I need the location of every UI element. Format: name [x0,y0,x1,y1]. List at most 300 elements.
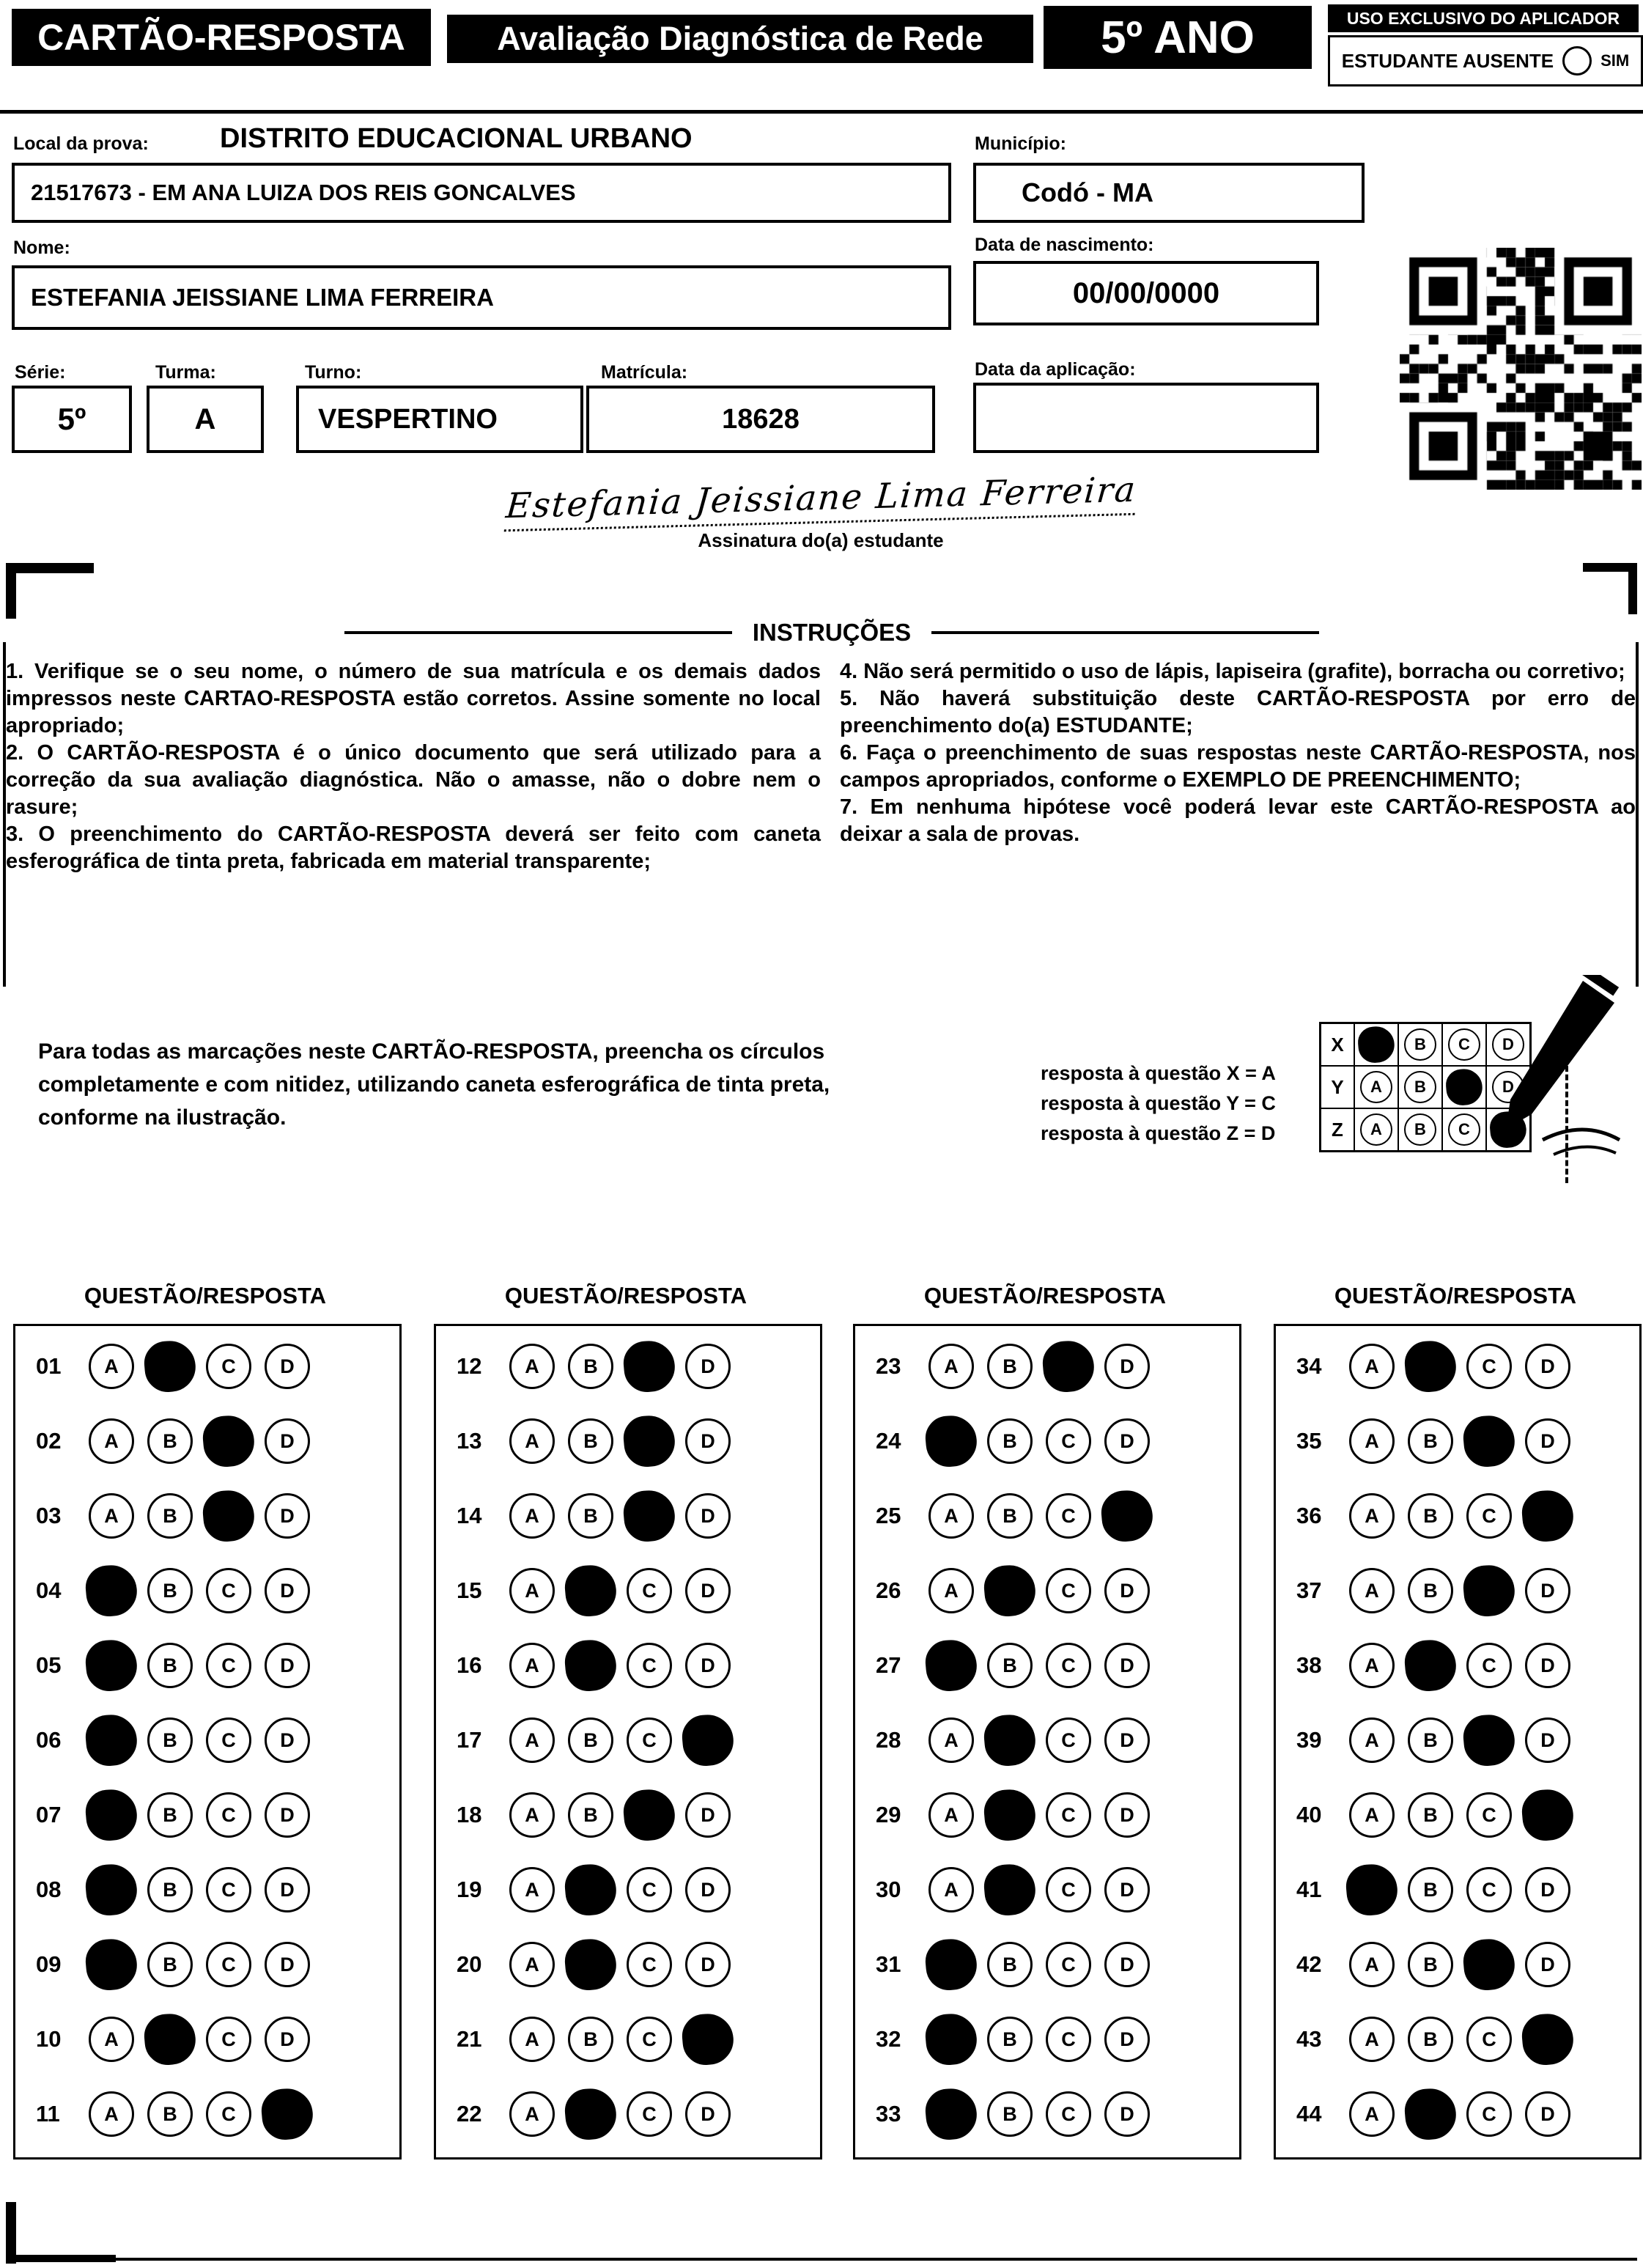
bubble-d[interactable] [259,2086,314,2141]
example-row-label: Z [1332,1118,1343,1141]
bubble-b[interactable]: B [1404,1113,1436,1146]
serie-value: 5º [57,402,86,436]
bubble-b[interactable]: B [147,1568,193,1613]
bubble-c[interactable]: C [206,1717,251,1763]
bubble-b[interactable]: B [987,1418,1033,1464]
bubble-d[interactable]: D [1525,1344,1570,1389]
question-number: 25 [876,1503,901,1528]
example-cell [1354,1024,1398,1065]
bubble-c[interactable]: C [1466,1344,1512,1389]
bubble-d[interactable] [1520,1488,1575,1543]
bubble-c[interactable]: C [206,1792,251,1838]
bubble-c[interactable] [201,1488,256,1543]
bubble-b[interactable] [563,2086,618,2141]
bubble-d[interactable] [1099,1488,1154,1543]
answer-row [855,1703,1239,1778]
bubble-a[interactable] [923,1638,978,1693]
bubble-b[interactable] [142,1339,197,1393]
bubble-c[interactable]: C [1466,1493,1512,1539]
nascimento-value: 00/00/0000 [1072,276,1220,309]
bubble-b[interactable]: B [987,2091,1033,2137]
bubble-d[interactable]: D [265,1643,310,1688]
bubble-c[interactable]: C [1046,1643,1091,1688]
bubble-b[interactable]: B [147,1493,193,1539]
bubble-a[interactable]: A [509,1568,555,1613]
bubble-b[interactable] [1403,1638,1458,1693]
bubble-a[interactable]: A [1349,1418,1395,1464]
bubble-a[interactable]: A [509,1493,555,1539]
example-cell [1354,1067,1398,1108]
answer-row [436,1778,820,1852]
instruction-item-7: 7. Em nenhuma hipótese você poderá levar este CARTÃO-RESPOSTA ao deixar a sala de provas. [840,795,1636,846]
question-number: 32 [876,2026,901,2052]
bubble-b[interactable]: B [1404,1071,1436,1103]
bubble-a[interactable]: A [509,1792,555,1838]
nome-value: ESTEFANIA JEISSIANE LIMA FERREIRA [31,284,494,311]
bubble-d[interactable]: D [1525,2091,1570,2137]
answer-row [1276,2077,1639,2151]
bubble-a[interactable]: A [1349,1717,1395,1763]
example-line-x: resposta à questão X = A [1041,1062,1276,1084]
bubble-d[interactable]: D [1492,1028,1524,1061]
bubble-b[interactable]: B [147,1717,193,1763]
bubble-b[interactable]: B [147,2091,193,2137]
bubble-b[interactable] [982,1787,1037,1842]
answer-row [436,1927,820,2002]
bubble-a[interactable]: A [89,2017,134,2062]
bubble-a[interactable]: A [928,1493,974,1539]
bubble-c[interactable] [621,1413,676,1468]
bubble-b[interactable]: B [147,1942,193,1987]
question-number: 21 [457,2026,482,2052]
bubble-a[interactable] [1344,1862,1399,1917]
question-number: 31 [876,1951,901,1977]
bubble-c[interactable]: C [627,1717,672,1763]
bubble-a[interactable]: A [509,1867,555,1912]
bubble-a[interactable]: A [1349,1568,1395,1613]
column-header-2: QUESTÃO/RESPOSTA [504,1283,747,1308]
bubble-d[interactable]: D [685,1643,731,1688]
local-label: Local da prova: [13,133,149,154]
bubble-c[interactable] [1461,1937,1516,1992]
example-caption-lines [1041,1058,1276,1149]
question-number: 03 [36,1503,62,1528]
bubble-b[interactable]: B [147,1867,193,1912]
bubble-a[interactable]: A [1349,1643,1395,1688]
example-row-label: X [1331,1033,1344,1056]
instruction-item-2: 2. O CARTÃO-RESPOSTA é o único documento que será utilizado para a correção da sua avaliação diagnóstica. Não o amasse, não o dobre nem o rasure; [6,741,821,819]
bubble-d[interactable]: D [1104,1717,1150,1763]
serie-field [12,386,132,453]
bubble-c[interactable]: C [206,2017,251,2062]
question-number: 15 [457,1577,482,1603]
answer-row [855,1553,1239,1628]
bubble-d[interactable]: D [685,1867,731,1912]
bubble-d[interactable]: D [265,1942,310,1987]
example-cell [1354,1109,1398,1150]
absent-field [1328,35,1643,86]
bubble-b[interactable]: B [987,1344,1033,1389]
answer-column-box [434,1324,822,2160]
bubble-a[interactable]: A [928,1792,974,1838]
bubble-b[interactable] [982,1862,1037,1917]
bubble-a[interactable] [84,1638,139,1693]
bubble-c[interactable]: C [627,1867,672,1912]
bubble-c[interactable] [1461,1563,1516,1618]
bubble-b[interactable]: B [987,1643,1033,1688]
bubble-d[interactable]: D [1104,1568,1150,1613]
bubble-d[interactable]: D [265,1418,310,1464]
serie-label: Série: [15,362,66,383]
bubble-c[interactable]: C [1046,1942,1091,1987]
bubble-b[interactable]: B [1408,1942,1453,1987]
bubble-a[interactable]: A [89,1344,134,1389]
bubble-d[interactable]: D [685,1792,731,1838]
bubble-a[interactable]: A [1349,1792,1395,1838]
question-number: 42 [1296,1951,1322,1977]
bubble-c[interactable]: C [1466,1643,1512,1688]
bubble-b[interactable]: B [1408,1493,1453,1539]
answer-row [1276,1553,1639,1628]
answer-row [15,1927,399,2002]
bubble-a[interactable] [84,1712,139,1767]
bubble-a[interactable]: A [1360,1113,1392,1146]
instruction-item-6: 6. Faça o preenchimento de suas respostas neste CARTÃO-RESPOSTA, nos campos apropriados, conforme o EXEMPLO DE PREENCHIMENTO; [840,741,1636,792]
question-number: 35 [1296,1428,1322,1454]
bubble-a[interactable] [923,2086,978,2141]
bubble-b[interactable]: B [987,2017,1033,2062]
pen-illustration [1462,975,1643,1158]
answer-row [855,1479,1239,1553]
bubble-c[interactable]: C [206,1344,251,1389]
bubble-d[interactable] [680,1712,735,1767]
bubble-c[interactable] [1461,1712,1516,1767]
instruction-item-3: 3. O preenchimento do CARTÃO-RESPOSTA deverá ser feito com caneta esferográfica de tinta preta, fabricada em material transparente; [6,822,821,873]
question-number: 29 [876,1802,901,1827]
bubble-b[interactable] [982,1712,1037,1767]
bubble-d[interactable]: D [265,2017,310,2062]
answer-row [1276,1404,1639,1479]
answer-row [855,1927,1239,2002]
bubble-c[interactable]: C [206,1643,251,1688]
bubble-c[interactable]: C [1046,1867,1091,1912]
nascimento-field [973,261,1319,325]
bubble-d[interactable]: D [1525,1942,1570,1987]
bubble-b[interactable]: B [987,1493,1033,1539]
bubble-d[interactable]: D [1525,1643,1570,1688]
answer-row [855,1329,1239,1404]
answer-row [15,2077,399,2151]
bubble-a[interactable]: A [509,1643,555,1688]
bubble-b[interactable]: B [1404,1028,1436,1061]
bubble-c[interactable]: C [1046,1418,1091,1464]
bubble-c[interactable]: C [1046,2091,1091,2137]
bubble-a[interactable] [923,1937,978,1992]
dashed-edge-mark [1565,1015,1568,1183]
bubble-a[interactable]: A [509,2017,555,2062]
bubble-a[interactable] [84,1937,139,1992]
answer-row [436,1852,820,1927]
answer-row [15,1553,399,1628]
example-line-y: resposta à questão Y = C [1041,1092,1276,1114]
bubble-d[interactable]: D [1104,1867,1150,1912]
bubble-c[interactable]: C [1466,2017,1512,2062]
bubble-a[interactable]: A [1349,2091,1395,2137]
bubble-d[interactable]: D [265,1344,310,1389]
registration-mark [6,563,94,573]
question-number: 33 [876,2101,901,2127]
bubble-d[interactable]: D [1525,1568,1570,1613]
question-number: 01 [36,1353,62,1379]
question-number: 37 [1296,1577,1322,1603]
bubble-a[interactable]: A [509,1717,555,1763]
bubble-b[interactable] [142,2011,197,2066]
exam-title: Avaliação Diagnóstica de Rede [447,15,1033,63]
bubble-b[interactable]: B [987,1942,1033,1987]
bubble-d[interactable]: D [685,1493,731,1539]
registration-mark [1628,563,1637,614]
answer-row [436,2077,820,2151]
bubble-c[interactable]: C [1046,2017,1091,2062]
bubble-d[interactable]: D [265,1717,310,1763]
absent-label: ESTUDANTE AUSENTE [1341,49,1554,72]
answer-row [855,1628,1239,1703]
question-number: 17 [457,1727,482,1753]
bubble-c[interactable]: C [627,1568,672,1613]
bubble-b[interactable]: B [568,1493,613,1539]
bubble-d[interactable]: D [1104,1344,1150,1389]
nome-label: Nome: [13,238,70,258]
bubble-c[interactable] [1041,1339,1096,1393]
answer-row [436,1703,820,1778]
bubble-d[interactable]: D [265,1792,310,1838]
answer-row [855,1404,1239,1479]
bubble-b[interactable]: B [568,2017,613,2062]
bubble-d[interactable]: D [265,1568,310,1613]
bubble-b[interactable] [982,1563,1037,1618]
bubble-b[interactable]: B [1408,2017,1453,2062]
bubble-c[interactable]: C [1466,2091,1512,2137]
bottom-border-line [6,2258,1637,2261]
bubble-a[interactable]: A [928,1344,974,1389]
bubble-c[interactable]: C [1046,1493,1091,1539]
bubble-d[interactable]: D [265,1867,310,1912]
answer-column-box [13,1324,402,2160]
bubble-d[interactable] [1520,2011,1575,2066]
bubble-b[interactable] [1403,1339,1458,1393]
bubble-d[interactable]: D [1104,1643,1150,1688]
bubble-b[interactable]: B [147,1792,193,1838]
heading-rule-right [931,631,1319,634]
aplicador-strip: USO EXCLUSIVO DO APLICADOR [1328,4,1639,32]
bubble-b[interactable] [563,1638,618,1693]
bubble-b[interactable] [563,1862,618,1917]
bubble-d[interactable]: D [1104,1792,1150,1838]
bubble-c[interactable]: C [1466,1867,1512,1912]
bubble-d[interactable] [680,2011,735,2066]
bubble-d[interactable]: D [1104,1418,1150,1464]
bubble-c[interactable]: C [1046,1717,1091,1763]
question-number: 14 [457,1503,482,1528]
bubble-c[interactable] [201,1413,256,1468]
bubble-b[interactable]: B [147,1643,193,1688]
bubble-b[interactable]: B [147,1418,193,1464]
bubble-a[interactable]: A [509,1942,555,1987]
absent-circle[interactable] [1562,46,1592,76]
question-number: 40 [1296,1802,1322,1827]
question-number: 05 [36,1652,62,1678]
bubble-b[interactable]: B [568,1717,613,1763]
bubble-c[interactable]: C [627,2017,672,2062]
bubble-c[interactable]: C [1448,1113,1480,1146]
bubble-a[interactable]: A [89,1493,134,1539]
bubble-a[interactable] [923,2011,978,2066]
card-title: CARTÃO-RESPOSTA [12,9,431,66]
bubble-a[interactable]: A [928,1568,974,1613]
bubble-d[interactable]: D [1525,1867,1570,1912]
question-number: 19 [457,1877,482,1902]
bubble-c[interactable]: C [206,2091,251,2137]
bubble-c[interactable]: C [627,2091,672,2137]
bubble-d[interactable] [1520,1787,1575,1842]
question-number: 20 [457,1951,482,1977]
answer-row [1276,2002,1639,2077]
bubble-d[interactable]: D [265,1493,310,1539]
bubble-a[interactable]: A [89,2091,134,2137]
bubble-d[interactable]: D [1104,2091,1150,2137]
aplicacao-field [973,383,1319,453]
answer-column-box [853,1324,1241,2160]
answer-row [1276,1628,1639,1703]
nome-field [12,265,951,330]
bubble-c[interactable]: C [1046,1792,1091,1838]
bubble-a[interactable] [923,1413,978,1468]
bubble-a[interactable]: A [1360,1071,1392,1103]
question-number: 13 [457,1428,482,1454]
bubble-b[interactable]: B [568,1418,613,1464]
bubble-c[interactable] [621,1488,676,1543]
bubble-c[interactable]: C [627,1643,672,1688]
question-number: 06 [36,1727,62,1753]
bubble-d[interactable]: D [1104,1942,1150,1987]
bubble-a[interactable]: A [89,1418,134,1464]
example-cell [1398,1024,1441,1065]
answer-row [1276,1329,1639,1404]
bubble-b[interactable]: B [1408,1867,1453,1912]
bubble-d[interactable]: D [1492,1071,1524,1103]
bubble-c[interactable]: C [206,1942,251,1987]
bubble-d[interactable]: D [685,1344,731,1389]
answer-row [1276,1927,1639,2002]
bubble-b[interactable]: B [568,1792,613,1838]
bubble-c[interactable]: C [1466,1792,1512,1838]
bubble-b[interactable] [563,1563,618,1618]
bubble-d[interactable]: D [685,1568,731,1613]
absent-option-label: SIM [1600,51,1630,70]
bubble-a[interactable]: A [1349,2017,1395,2062]
municipio-label: Município: [975,133,1066,154]
bubble-a[interactable]: A [1349,1344,1395,1389]
bubble-c[interactable] [1461,1413,1516,1468]
bubble-a[interactable]: A [509,1418,555,1464]
bubble-a[interactable]: A [1349,1493,1395,1539]
question-number: 39 [1296,1727,1322,1753]
bubble-d[interactable]: D [685,1942,731,1987]
bubble-c[interactable]: C [206,1568,251,1613]
answer-row [855,2077,1239,2151]
bubble-b[interactable]: B [1408,1418,1453,1464]
answer-row [436,2002,820,2077]
question-number: 12 [457,1353,482,1379]
bubble-b[interactable] [1403,2086,1458,2141]
bubble-c[interactable]: C [1046,1568,1091,1613]
bubble-b[interactable]: B [1408,1568,1453,1613]
bubble-a[interactable] [84,1787,139,1842]
bubble-a[interactable]: A [1349,1942,1395,1987]
school-field [12,163,951,223]
question-number: 34 [1296,1353,1322,1379]
bubble-c[interactable] [621,1339,676,1393]
bubble-d[interactable]: D [1525,1418,1570,1464]
bubble-b[interactable]: B [1408,1717,1453,1763]
bubble-a[interactable]: A [509,2091,555,2137]
question-number: 24 [876,1428,901,1454]
bubble-c[interactable]: C [1448,1028,1480,1061]
bubble-c[interactable]: C [627,1942,672,1987]
municipio-value: Codó - MA [1022,177,1153,207]
turno-field [296,386,583,453]
answer-row [1276,1479,1639,1553]
bubble-d[interactable]: D [685,1418,731,1464]
school-value: 21517673 - EM ANA LUIZA DOS REIS GONCALVES [31,180,576,205]
bubble-c[interactable]: C [206,1867,251,1912]
answer-row [436,1553,820,1628]
bubble-b[interactable]: B [1408,1792,1453,1838]
answer-row [15,1703,399,1778]
bubble-a[interactable] [84,1563,139,1618]
question-number: 09 [36,1951,62,1977]
instruction-item-1: 1. Verifique se o seu nome, o número de sua matrícula e os demais dados impressos neste CARTAO-RESPOSTA estão corretos. Assine somente no local apropriado; [6,660,821,737]
answer-row [1276,1703,1639,1778]
answer-row [15,1404,399,1479]
bubble-d[interactable]: D [1525,1717,1570,1763]
bubble-c[interactable] [621,1787,676,1842]
question-number: 11 [36,2101,60,2127]
bubble-a[interactable] [1356,1025,1395,1064]
question-number: 28 [876,1727,901,1753]
bubble-a[interactable] [84,1862,139,1917]
question-number: 10 [36,2026,62,2052]
matricula-label: Matrícula: [601,362,688,383]
question-number: 08 [36,1877,62,1902]
bubble-b[interactable]: B [568,1344,613,1389]
example-row-label: Y [1331,1075,1344,1098]
question-number: 04 [36,1577,62,1603]
answer-row [855,2002,1239,2077]
bubble-a[interactable]: A [928,1717,974,1763]
bubble-a[interactable]: A [509,1344,555,1389]
bubble-d[interactable]: D [1104,2017,1150,2062]
bubble-a[interactable]: A [928,1867,974,1912]
answer-row [436,1404,820,1479]
question-number: 27 [876,1652,901,1678]
bubble-d[interactable]: D [685,2091,731,2137]
bubble-b[interactable] [563,1937,618,1992]
answer-row [436,1479,820,1553]
signature-block [440,469,1202,552]
matricula-value: 18628 [722,403,800,435]
question-number: 41 [1296,1877,1322,1902]
